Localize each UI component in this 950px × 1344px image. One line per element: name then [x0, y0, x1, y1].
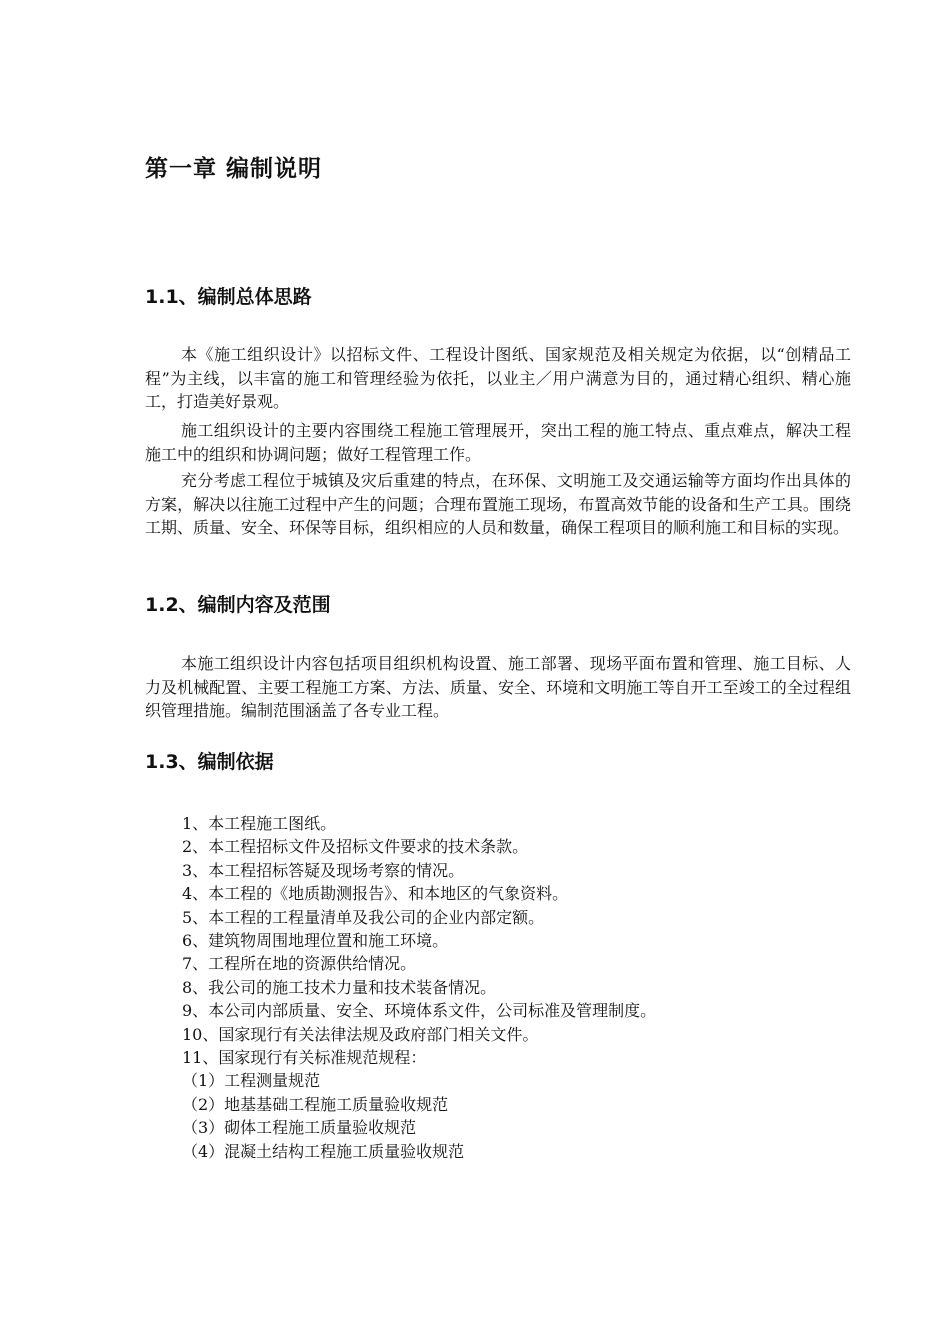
section-heading-1-3: 1.3、编制依据: [145, 751, 274, 773]
list-item: （3）砌体工程施工质量验收规范: [182, 1118, 417, 1138]
section-heading-1-2: 1.2、编制内容及范围: [145, 594, 331, 616]
list-item: 2、本工程招标文件及招标文件要求的技术条款。: [182, 837, 529, 857]
paragraph: 本施工组织设计内容包括项目组织机构设置、施工部署、现场平面布置和管理、施工目标、人力及机械配置、主要工程施工方案、方法、质量、安全、环境和文明施工等自开工至竣工的全过程组织管理措施。编制范围涵盖了各专业工程。: [145, 654, 851, 720]
list-item: 9、本公司内部质量、安全、环境体系文件，公司标准及管理制度。: [182, 1001, 657, 1021]
list-item: 4、本工程的《地质勘测报告》、和本地区的气象资料。: [182, 884, 569, 904]
basis-list: [182, 812, 656, 1163]
chapter-title: 第一章 编制说明: [145, 156, 323, 182]
list-item: 5、本工程的工程量清单及我公司的企业内部定额。: [182, 907, 545, 927]
list-item: （4）混凝土结构工程施工质量验收规范: [182, 1141, 465, 1161]
list-item: 11、国家现行有关标准规范规程：: [182, 1048, 427, 1068]
list-item: 8、我公司的施工技术力量和技术装备情况。: [182, 977, 497, 997]
paragraph: 充分考虑工程位于城镇及灾后重建的特点，在环保、文明施工及交通运输等方面均作出具体的方案，解决以往施工过程中产生的问题；合理布置施工现场，布置高效节能的设备和生产工具。围绕工期、质量、安全、环保等目标，组织相应的人员和数量，确保工程项目的顺利施工和目标的实现。: [145, 471, 851, 537]
list-item: （2）地基基础工程施工质量验收规范: [182, 1094, 449, 1114]
paragraph: 施工组织设计的主要内容围绕工程施工管理展开，突出工程的施工特点、重点难点，解决工程施工中的组织和协调问题；做好工程管理工作。: [145, 421, 851, 464]
list-item: （1）工程测量规范: [182, 1071, 321, 1091]
paragraph: 本《施工组织设计》以招标文件、工程设计图纸、国家规范及相关规定为依据，以“创精品工程”为主线，以丰富的施工和管理经验为依托，以业主／用户满意为目的，通过精心组织、精心施工，打造美好景观。: [145, 345, 851, 411]
list-item: 7、工程所在地的资源供给情况。: [182, 954, 417, 974]
list-item: 6、建筑物周围地理位置和施工环境。: [182, 931, 449, 951]
section-heading-1-1: 1.1、编制总体思路: [145, 286, 312, 308]
list-item: 10、国家现行有关法律法规及政府部门相关文件。: [182, 1024, 539, 1044]
list-item: 3、本工程招标答疑及现场考察的情况。: [182, 860, 465, 880]
list-item: 1、本工程施工图纸。: [182, 814, 337, 833]
